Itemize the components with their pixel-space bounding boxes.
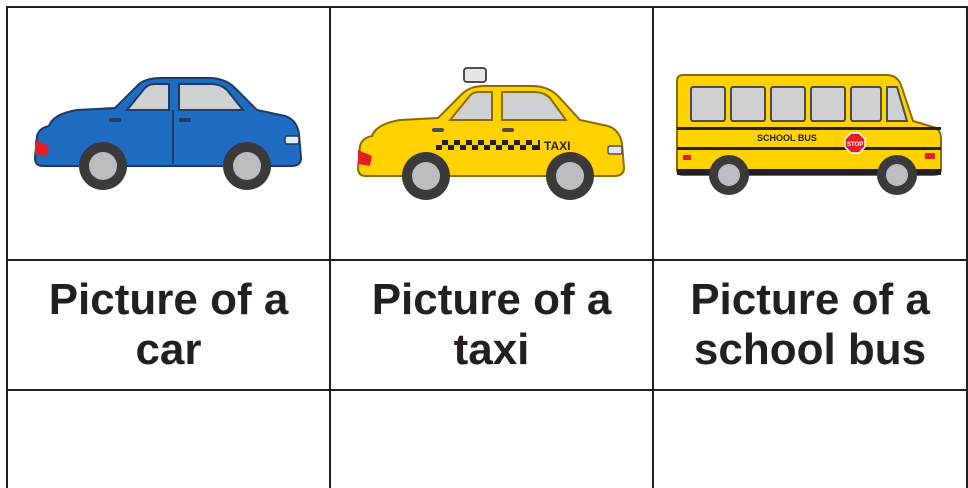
label-car: Picture of a car [48, 275, 289, 374]
empty-cell-1 [8, 391, 331, 488]
label-taxi: Picture of a taxi [371, 275, 612, 374]
label-cell-taxi [331, 261, 654, 391]
car-icon [29, 74, 309, 194]
stop-sign-text: STOP [847, 141, 864, 148]
taxi-label-text: TAXI [543, 138, 570, 153]
picture-cell-school-bus [654, 8, 968, 261]
school-bus-side-text: SCHOOL BUS [757, 132, 817, 143]
label-cell-car [8, 261, 331, 391]
empty-cell-2 [331, 391, 654, 488]
picture-card-grid [6, 6, 968, 488]
stop-sign-icon [845, 133, 865, 153]
label-cell-school-bus [654, 261, 968, 391]
picture-cell-car [8, 8, 331, 261]
taxi-icon [352, 64, 632, 204]
label-school-bus: Picture of a school bus [690, 275, 930, 374]
picture-cell-taxi [331, 8, 654, 261]
taxi-checker-stripe [436, 140, 540, 150]
empty-cell-3 [654, 391, 968, 488]
school-bus-icon [675, 69, 945, 199]
